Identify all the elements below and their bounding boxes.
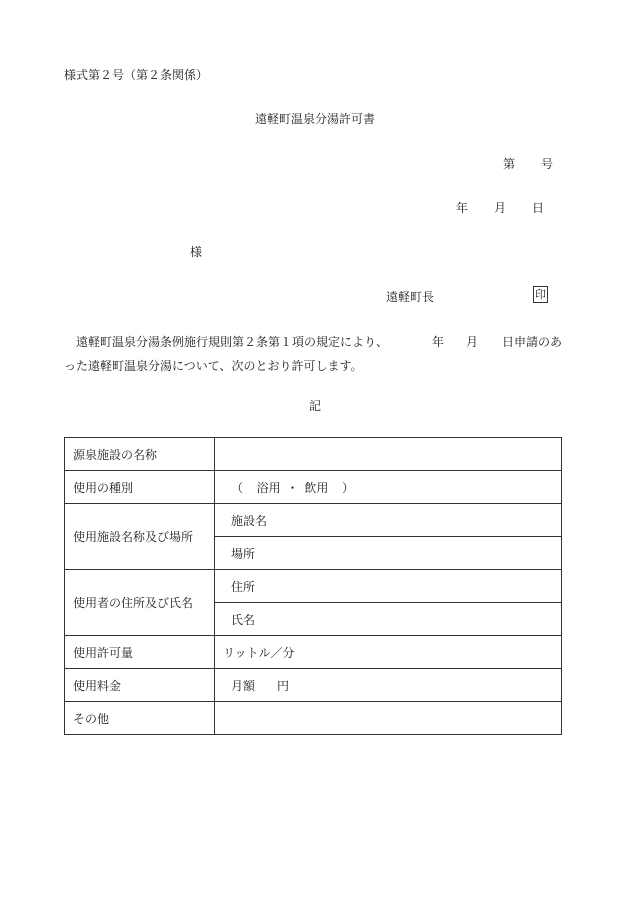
fee-monthly: 月額 (231, 678, 256, 693)
amount-field[interactable] (215, 636, 562, 669)
user-address-field[interactable] (215, 570, 562, 603)
user-address-label: 住所 (231, 579, 256, 594)
table-row (65, 702, 562, 735)
document-title: 遠軽町温泉分湯許可書 (254, 112, 375, 126)
body-paragraph (64, 330, 564, 378)
table-row (65, 570, 562, 603)
paren-open: （ (231, 480, 244, 495)
source-facility-label: 源泉施設の名称 (65, 438, 215, 471)
facility-name-label: 施設名 (231, 513, 268, 528)
table-row (65, 669, 562, 702)
table-row (65, 504, 562, 537)
form-number: 様式第２号（第２条関係） (64, 68, 209, 82)
addressee: 様 (190, 245, 203, 259)
paren-close: ） (342, 480, 355, 495)
table-row (65, 636, 562, 669)
source-facility-value[interactable] (215, 438, 562, 471)
other-label: その他 (65, 702, 215, 735)
date-day: 日 (532, 201, 545, 215)
table-row (65, 471, 562, 504)
facility-place-label: 場所 (231, 546, 256, 561)
use-type-label: 使用の種別 (65, 471, 215, 504)
use-type-drink[interactable]: 飲用 (304, 480, 329, 495)
fee-yen: 円 (277, 678, 290, 693)
facility-name-field[interactable] (215, 504, 562, 537)
issuer-name: 遠軽町長 (386, 290, 435, 304)
date-year: 年 (456, 201, 469, 215)
facility-label: 使用施設名称及び場所 (65, 504, 215, 570)
use-type-separator: ・ (286, 480, 299, 495)
use-type-bath[interactable]: 浴用 (256, 480, 281, 495)
seal-stamp: 印 (535, 288, 546, 301)
facility-place-field[interactable] (215, 537, 562, 570)
other-field[interactable] (215, 702, 562, 735)
body-day-text: 日申請のあった遠軽町温泉分湯について、次のとおり許可します。 (64, 335, 563, 373)
body-year: 年 (432, 335, 445, 349)
body-part1: 遠軽町温泉分湯条例施行規則第２条第１項の規定により、 (76, 335, 389, 349)
user-label: 使用者の住所及び氏名 (65, 570, 215, 636)
doc-number-prefix: 第 (503, 157, 516, 171)
use-type-value[interactable] (215, 471, 562, 504)
body-month: 月 (466, 335, 479, 349)
details-table (64, 437, 562, 735)
document-date (456, 199, 544, 216)
amount-unit: リットル／分 (223, 645, 295, 660)
date-month: 月 (494, 201, 507, 215)
fee-field[interactable] (215, 669, 562, 702)
amount-label: 使用許可量 (65, 636, 215, 669)
user-name-label: 氏名 (231, 612, 256, 627)
user-name-field[interactable] (215, 603, 562, 636)
table-row (65, 438, 562, 471)
document-number (503, 155, 553, 172)
fee-label: 使用料金 (65, 669, 215, 702)
doc-number-suffix: 号 (541, 157, 554, 171)
ki-heading: 記 (308, 399, 321, 413)
